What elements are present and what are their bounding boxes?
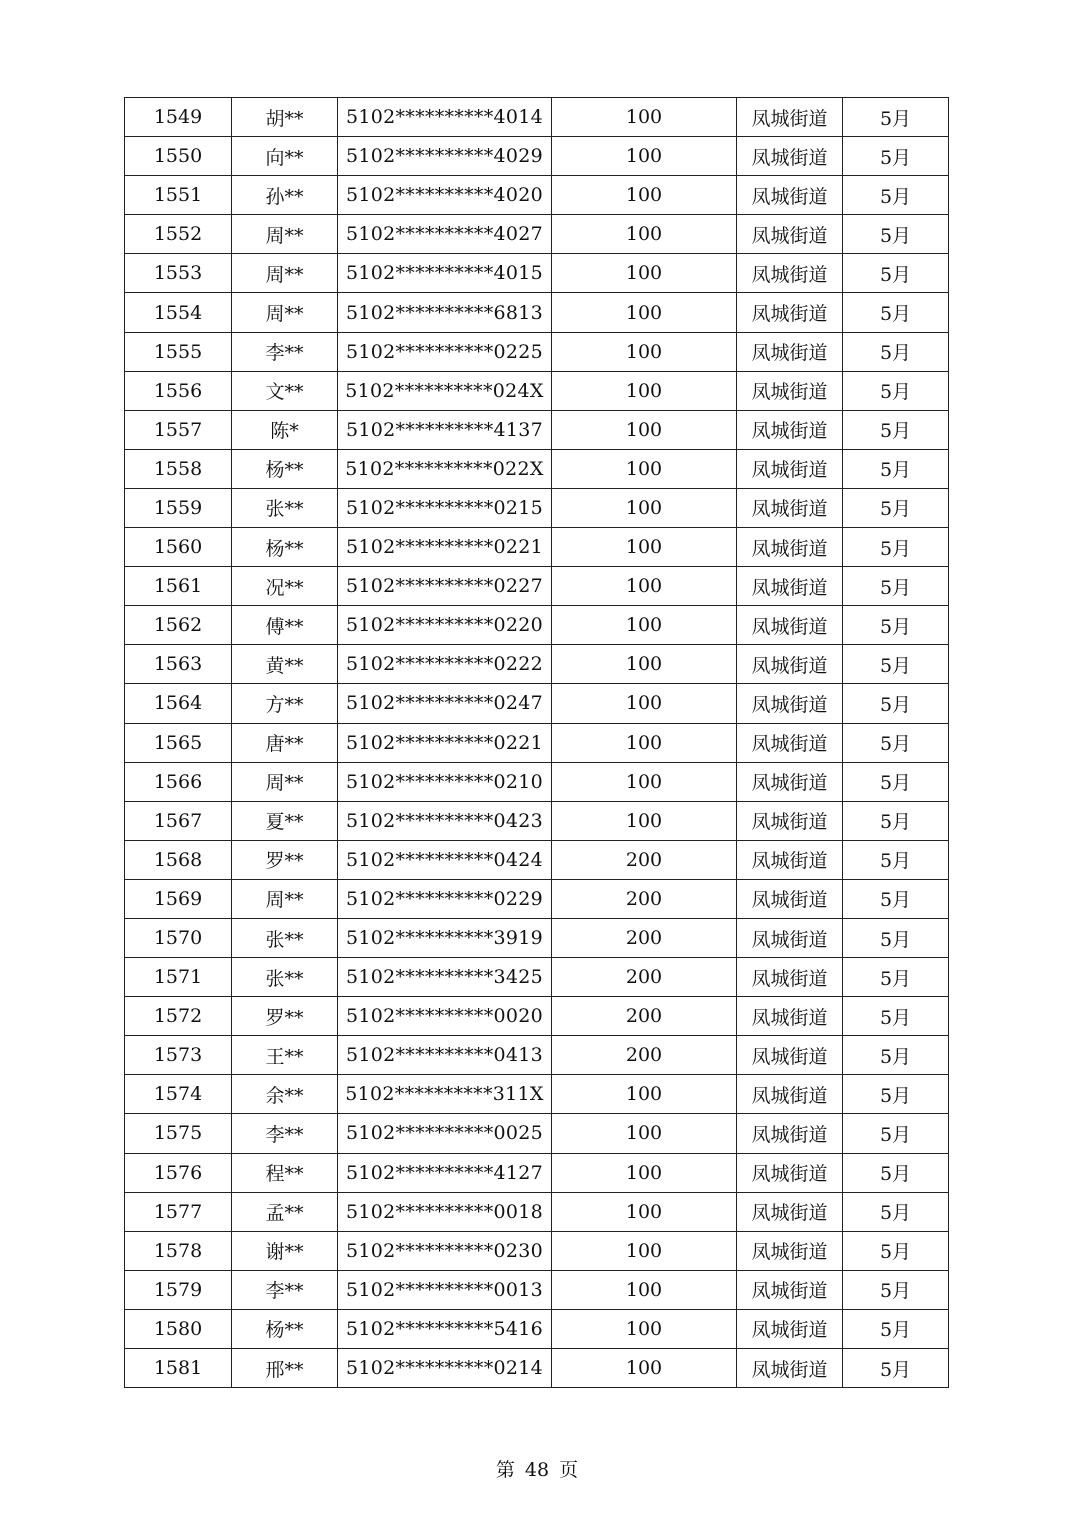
- name-cell: 张**: [232, 918, 338, 957]
- table-row: [125, 1114, 949, 1153]
- id-number-cell: 5102**********3425: [338, 958, 552, 997]
- row-number-cell: 1580: [125, 1309, 232, 1348]
- id-number-cell: 5102**********4127: [338, 1153, 552, 1192]
- month-cell: 5月: [843, 1036, 949, 1075]
- row-number-cell: 1554: [125, 293, 232, 332]
- street-cell: 凤城街道: [737, 176, 843, 215]
- name-cell: 杨**: [232, 528, 338, 567]
- id-number-cell: 5102**********0018: [338, 1192, 552, 1231]
- street-cell: 凤城街道: [737, 293, 843, 332]
- amount-cell: 100: [552, 1349, 737, 1388]
- street-cell: 凤城街道: [737, 1114, 843, 1153]
- street-cell: 凤城街道: [737, 645, 843, 684]
- id-number-cell: 5102**********4014: [338, 98, 552, 137]
- row-number-cell: 1581: [125, 1349, 232, 1388]
- street-cell: 凤城街道: [737, 1349, 843, 1388]
- amount-cell: 200: [552, 840, 737, 879]
- street-cell: 凤城街道: [737, 98, 843, 137]
- records-table-body: [125, 98, 949, 1388]
- row-number-cell: 1557: [125, 410, 232, 449]
- street-cell: 凤城街道: [737, 918, 843, 957]
- table-row: [125, 1270, 949, 1309]
- id-number-cell: 5102**********0013: [338, 1270, 552, 1309]
- month-cell: 5月: [843, 137, 949, 176]
- row-number-cell: 1573: [125, 1036, 232, 1075]
- amount-cell: 200: [552, 918, 737, 957]
- id-number-cell: 5102**********0221: [338, 723, 552, 762]
- street-cell: 凤城街道: [737, 840, 843, 879]
- month-cell: 5月: [843, 410, 949, 449]
- name-cell: 周**: [232, 254, 338, 293]
- name-cell: 孟**: [232, 1192, 338, 1231]
- id-number-cell: 5102**********024X: [338, 371, 552, 410]
- table-row: [125, 410, 949, 449]
- name-cell: 周**: [232, 879, 338, 918]
- row-number-cell: 1578: [125, 1231, 232, 1270]
- id-number-cell: 5102**********4027: [338, 215, 552, 254]
- table-row: [125, 176, 949, 215]
- records-table: [124, 97, 949, 1388]
- street-cell: 凤城街道: [737, 449, 843, 488]
- month-cell: 5月: [843, 723, 949, 762]
- name-cell: 杨**: [232, 1309, 338, 1348]
- amount-cell: 100: [552, 98, 737, 137]
- row-number-cell: 1579: [125, 1270, 232, 1309]
- row-number-cell: 1558: [125, 449, 232, 488]
- table-row: [125, 215, 949, 254]
- table-row: [125, 723, 949, 762]
- table-row: [125, 879, 949, 918]
- row-number-cell: 1562: [125, 606, 232, 645]
- row-number-cell: 1561: [125, 567, 232, 606]
- street-cell: 凤城街道: [737, 958, 843, 997]
- month-cell: 5月: [843, 1231, 949, 1270]
- month-cell: 5月: [843, 449, 949, 488]
- street-cell: 凤城街道: [737, 723, 843, 762]
- id-number-cell: 5102**********3919: [338, 918, 552, 957]
- name-cell: 况**: [232, 567, 338, 606]
- month-cell: 5月: [843, 684, 949, 723]
- amount-cell: 100: [552, 1192, 737, 1231]
- row-number-cell: 1576: [125, 1153, 232, 1192]
- id-number-cell: 5102**********0215: [338, 488, 552, 527]
- street-cell: 凤城街道: [737, 1075, 843, 1114]
- row-number-cell: 1565: [125, 723, 232, 762]
- row-number-cell: 1568: [125, 840, 232, 879]
- amount-cell: 100: [552, 762, 737, 801]
- amount-cell: 200: [552, 997, 737, 1036]
- month-cell: 5月: [843, 1270, 949, 1309]
- id-number-cell: 5102**********0424: [338, 840, 552, 879]
- amount-cell: 100: [552, 723, 737, 762]
- street-cell: 凤城街道: [737, 606, 843, 645]
- row-number-cell: 1563: [125, 645, 232, 684]
- amount-cell: 100: [552, 1075, 737, 1114]
- street-cell: 凤城街道: [737, 137, 843, 176]
- page-number: 第 48 页: [495, 1459, 579, 1481]
- street-cell: 凤城街道: [737, 215, 843, 254]
- name-cell: 王**: [232, 1036, 338, 1075]
- row-number-cell: 1564: [125, 684, 232, 723]
- row-number-cell: 1575: [125, 1114, 232, 1153]
- name-cell: 胡**: [232, 98, 338, 137]
- row-number-cell: 1567: [125, 801, 232, 840]
- amount-cell: 100: [552, 1114, 737, 1153]
- street-cell: 凤城街道: [737, 684, 843, 723]
- amount-cell: 100: [552, 293, 737, 332]
- name-cell: 方**: [232, 684, 338, 723]
- table-row: [125, 684, 949, 723]
- id-number-cell: 5102**********0227: [338, 567, 552, 606]
- table-row: [125, 137, 949, 176]
- row-number-cell: 1555: [125, 332, 232, 371]
- amount-cell: 100: [552, 371, 737, 410]
- amount-cell: 100: [552, 1231, 737, 1270]
- month-cell: 5月: [843, 1153, 949, 1192]
- id-number-cell: 5102**********4020: [338, 176, 552, 215]
- month-cell: 5月: [843, 997, 949, 1036]
- amount-cell: 100: [552, 567, 737, 606]
- id-number-cell: 5102**********0025: [338, 1114, 552, 1153]
- name-cell: 余**: [232, 1075, 338, 1114]
- street-cell: 凤城街道: [737, 1309, 843, 1348]
- month-cell: 5月: [843, 254, 949, 293]
- id-number-cell: 5102**********0423: [338, 801, 552, 840]
- table-row: [125, 762, 949, 801]
- month-cell: 5月: [843, 215, 949, 254]
- month-cell: 5月: [843, 293, 949, 332]
- amount-cell: 100: [552, 645, 737, 684]
- amount-cell: 100: [552, 528, 737, 567]
- row-number-cell: 1556: [125, 371, 232, 410]
- street-cell: 凤城街道: [737, 1036, 843, 1075]
- id-number-cell: 5102**********4015: [338, 254, 552, 293]
- name-cell: 张**: [232, 488, 338, 527]
- amount-cell: 100: [552, 254, 737, 293]
- row-number-cell: 1552: [125, 215, 232, 254]
- month-cell: 5月: [843, 1192, 949, 1231]
- name-cell: 向**: [232, 137, 338, 176]
- row-number-cell: 1551: [125, 176, 232, 215]
- amount-cell: 100: [552, 606, 737, 645]
- name-cell: 邢**: [232, 1349, 338, 1388]
- table-row: [125, 371, 949, 410]
- month-cell: 5月: [843, 801, 949, 840]
- month-cell: 5月: [843, 332, 949, 371]
- id-number-cell: 5102**********0230: [338, 1231, 552, 1270]
- amount-cell: 100: [552, 1309, 737, 1348]
- row-number-cell: 1574: [125, 1075, 232, 1114]
- amount-cell: 200: [552, 1036, 737, 1075]
- amount-cell: 100: [552, 1153, 737, 1192]
- amount-cell: 100: [552, 449, 737, 488]
- street-cell: 凤城街道: [737, 1270, 843, 1309]
- id-number-cell: 5102**********022X: [338, 449, 552, 488]
- month-cell: 5月: [843, 371, 949, 410]
- amount-cell: 100: [552, 684, 737, 723]
- table-row: [125, 1075, 949, 1114]
- month-cell: 5月: [843, 958, 949, 997]
- name-cell: 周**: [232, 762, 338, 801]
- name-cell: 文**: [232, 371, 338, 410]
- month-cell: 5月: [843, 840, 949, 879]
- id-number-cell: 5102**********0220: [338, 606, 552, 645]
- amount-cell: 100: [552, 137, 737, 176]
- name-cell: 李**: [232, 1114, 338, 1153]
- street-cell: 凤城街道: [737, 410, 843, 449]
- name-cell: 张**: [232, 958, 338, 997]
- name-cell: 罗**: [232, 997, 338, 1036]
- table-row: [125, 1192, 949, 1231]
- name-cell: 傅**: [232, 606, 338, 645]
- row-number-cell: 1559: [125, 488, 232, 527]
- street-cell: 凤城街道: [737, 1231, 843, 1270]
- street-cell: 凤城街道: [737, 879, 843, 918]
- name-cell: 唐**: [232, 723, 338, 762]
- table-row: [125, 1153, 949, 1192]
- name-cell: 陈*: [232, 410, 338, 449]
- row-number-cell: 1553: [125, 254, 232, 293]
- table-row: [125, 1309, 949, 1348]
- street-cell: 凤城街道: [737, 332, 843, 371]
- month-cell: 5月: [843, 176, 949, 215]
- table-row: [125, 918, 949, 957]
- id-number-cell: 5102**********0222: [338, 645, 552, 684]
- name-cell: 罗**: [232, 840, 338, 879]
- amount-cell: 100: [552, 801, 737, 840]
- id-number-cell: 5102**********311X: [338, 1075, 552, 1114]
- table-row: [125, 958, 949, 997]
- amount-cell: 200: [552, 879, 737, 918]
- month-cell: 5月: [843, 1309, 949, 1348]
- table-row: [125, 293, 949, 332]
- month-cell: 5月: [843, 567, 949, 606]
- table-row: [125, 528, 949, 567]
- row-number-cell: 1560: [125, 528, 232, 567]
- name-cell: 李**: [232, 1270, 338, 1309]
- table-row: [125, 1036, 949, 1075]
- row-number-cell: 1549: [125, 98, 232, 137]
- month-cell: 5月: [843, 98, 949, 137]
- id-number-cell: 5102**********0225: [338, 332, 552, 371]
- street-cell: 凤城街道: [737, 371, 843, 410]
- month-cell: 5月: [843, 918, 949, 957]
- table-row: [125, 98, 949, 137]
- month-cell: 5月: [843, 879, 949, 918]
- month-cell: 5月: [843, 488, 949, 527]
- amount-cell: 100: [552, 215, 737, 254]
- name-cell: 杨**: [232, 449, 338, 488]
- id-number-cell: 5102**********0020: [338, 997, 552, 1036]
- name-cell: 周**: [232, 215, 338, 254]
- street-cell: 凤城街道: [737, 1192, 843, 1231]
- id-number-cell: 5102**********0221: [338, 528, 552, 567]
- month-cell: 5月: [843, 528, 949, 567]
- id-number-cell: 5102**********0210: [338, 762, 552, 801]
- id-number-cell: 5102**********0229: [338, 879, 552, 918]
- table-row: [125, 567, 949, 606]
- name-cell: 孙**: [232, 176, 338, 215]
- table-row: [125, 449, 949, 488]
- id-number-cell: 5102**********6813: [338, 293, 552, 332]
- table-row: [125, 332, 949, 371]
- street-cell: 凤城街道: [737, 1153, 843, 1192]
- street-cell: 凤城街道: [737, 762, 843, 801]
- row-number-cell: 1569: [125, 879, 232, 918]
- table-row: [125, 997, 949, 1036]
- amount-cell: 200: [552, 958, 737, 997]
- id-number-cell: 5102**********4029: [338, 137, 552, 176]
- name-cell: 谢**: [232, 1231, 338, 1270]
- month-cell: 5月: [843, 762, 949, 801]
- amount-cell: 100: [552, 410, 737, 449]
- amount-cell: 100: [552, 488, 737, 527]
- name-cell: 夏**: [232, 801, 338, 840]
- table-row: [125, 254, 949, 293]
- table-row: [125, 840, 949, 879]
- month-cell: 5月: [843, 606, 949, 645]
- street-cell: 凤城街道: [737, 801, 843, 840]
- street-cell: 凤城街道: [737, 528, 843, 567]
- amount-cell: 100: [552, 1270, 737, 1309]
- table-row: [125, 606, 949, 645]
- month-cell: 5月: [843, 1075, 949, 1114]
- name-cell: 李**: [232, 332, 338, 371]
- name-cell: 黄**: [232, 645, 338, 684]
- table-row: [125, 1231, 949, 1270]
- row-number-cell: 1550: [125, 137, 232, 176]
- id-number-cell: 5102**********0214: [338, 1349, 552, 1388]
- name-cell: 周**: [232, 293, 338, 332]
- row-number-cell: 1571: [125, 958, 232, 997]
- street-cell: 凤城街道: [737, 254, 843, 293]
- amount-cell: 100: [552, 332, 737, 371]
- id-number-cell: 5102**********0413: [338, 1036, 552, 1075]
- name-cell: 程**: [232, 1153, 338, 1192]
- table-row: [125, 645, 949, 684]
- id-number-cell: 5102**********4137: [338, 410, 552, 449]
- amount-cell: 100: [552, 176, 737, 215]
- row-number-cell: 1566: [125, 762, 232, 801]
- month-cell: 5月: [843, 1349, 949, 1388]
- row-number-cell: 1577: [125, 1192, 232, 1231]
- street-cell: 凤城街道: [737, 997, 843, 1036]
- id-number-cell: 5102**********5416: [338, 1309, 552, 1348]
- id-number-cell: 5102**********0247: [338, 684, 552, 723]
- row-number-cell: 1572: [125, 997, 232, 1036]
- street-cell: 凤城街道: [737, 567, 843, 606]
- month-cell: 5月: [843, 1114, 949, 1153]
- month-cell: 5月: [843, 645, 949, 684]
- street-cell: 凤城街道: [737, 488, 843, 527]
- table-row: [125, 1349, 949, 1388]
- table-row: [125, 488, 949, 527]
- row-number-cell: 1570: [125, 918, 232, 957]
- table-row: [125, 801, 949, 840]
